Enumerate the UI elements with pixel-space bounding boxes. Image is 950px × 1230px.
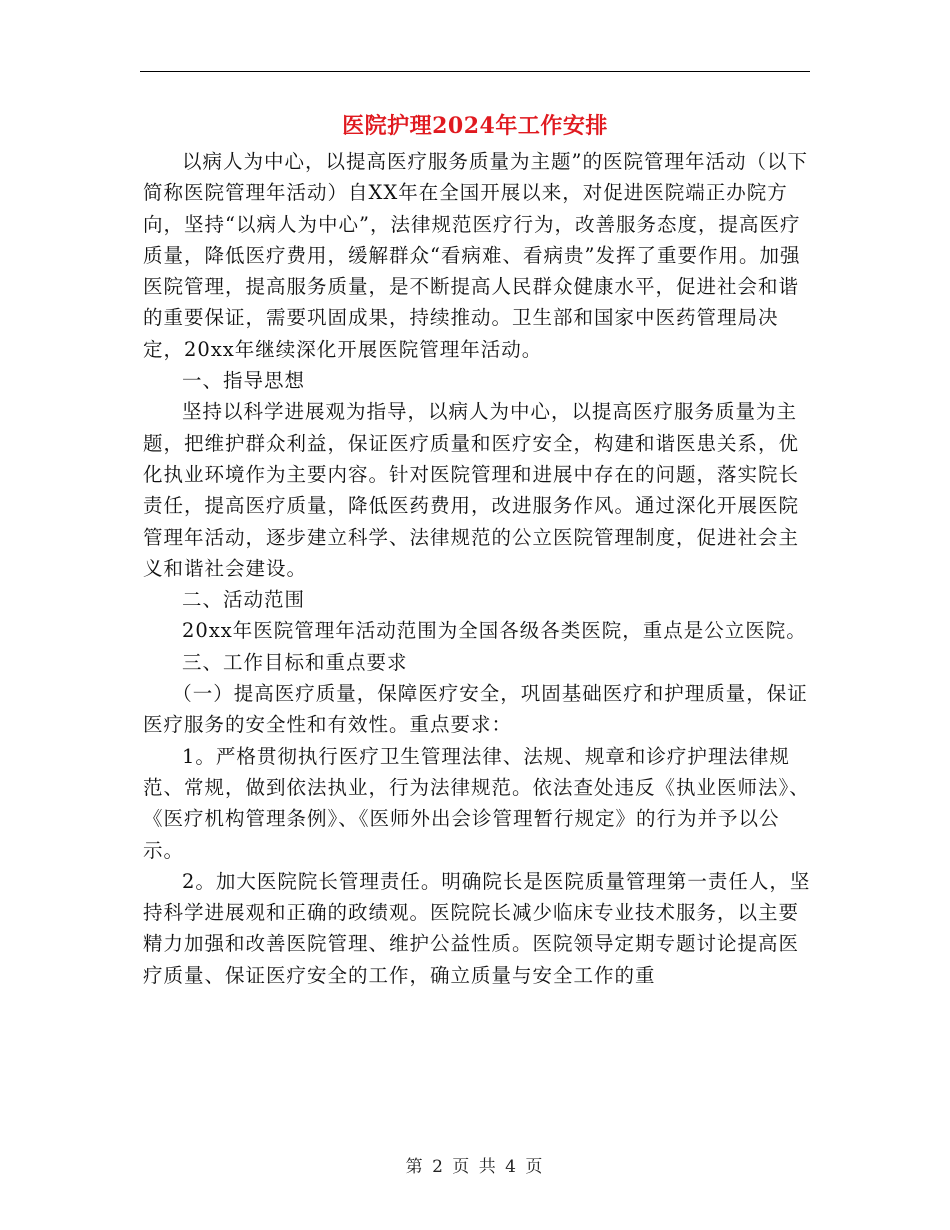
paragraph-intro: 以病人为中心，以提高医疗服务质量为主题”的医院管理年活动（以下简称医院管理年活动）自XX年在全国开展以来，对促进医院端正办院方向，坚持“以病人为中心”，法律规范医疗行为，改善服务态度，提高医疗质量，降低医疗费用，缓解群众“看病难、看病贵”发挥了重要作用。加强医院管理，提高服务质量，是不断提高人民群众健康水平，促进社会和谐的重要保证，需要巩固成果，持续推动。卫生部和国家中医药管理局决定，20xx年继续深化开展医院管理年活动。 [143, 150, 808, 361]
section-heading-activity-scope: 二、活动范围 [182, 588, 306, 612]
paragraph-guiding-ideology: 坚持以科学进展观为指导，以病人为中心，以提高医疗服务质量为主题，把维护群众利益，保证医疗质量和医疗安全，构建和谐医患关系，优化执业环境作为主要内容。针对医院管理和进展中存在的问题，落实院长责任，提高医疗质量，降低医药费用，改进服务作风。通过深化开展医院管理年活动，逐步建立科学、法律规范的公立医院管理制度，促进社会主义和谐社会建设。 [143, 400, 800, 580]
paragraph-item-1: 1。严格贯彻执行医疗卫生管理法律、法规、规章和诊疗护理法律规范、常规，做到依法执业，行为法律规范。依法查处违反《执业医师法》、《医疗机构管理条例》、《医师外出会诊管理暂行规定》的行为并予以公示。 [143, 744, 810, 862]
paragraph-activity-scope: 20xx年医院管理年活动范围为全国各级各类医院，重点是公立医院。 [182, 619, 807, 643]
document-title: 医院护理2024年工作安排 [342, 113, 608, 139]
header-rule [140, 71, 810, 72]
paragraph-item-2: 2。加大医院院长管理责任。明确院长是医院质量管理第一责任人，坚持科学进展观和正确的政绩观。医院院长减少临床专业技术服务，以主要精力加强和改善医院管理、维护公益性质。医院领导定期专题讨论提高医疗质量、保证医疗安全的工作，确立质量与安全工作的重 [143, 869, 811, 987]
section-heading-goals: 三、工作目标和重点要求 [182, 650, 408, 674]
paragraph-goal-one: （一）提高医疗质量，保障医疗安全，巩固基础医疗和护理质量，保证医疗服务的安全性和有效性。重点要求： [143, 682, 808, 737]
document-body [143, 146, 815, 991]
section-heading-guiding-ideology: 一、指导思想 [182, 369, 306, 393]
page-number-footer: 第 2 页 共 4 页 [405, 1157, 545, 1177]
